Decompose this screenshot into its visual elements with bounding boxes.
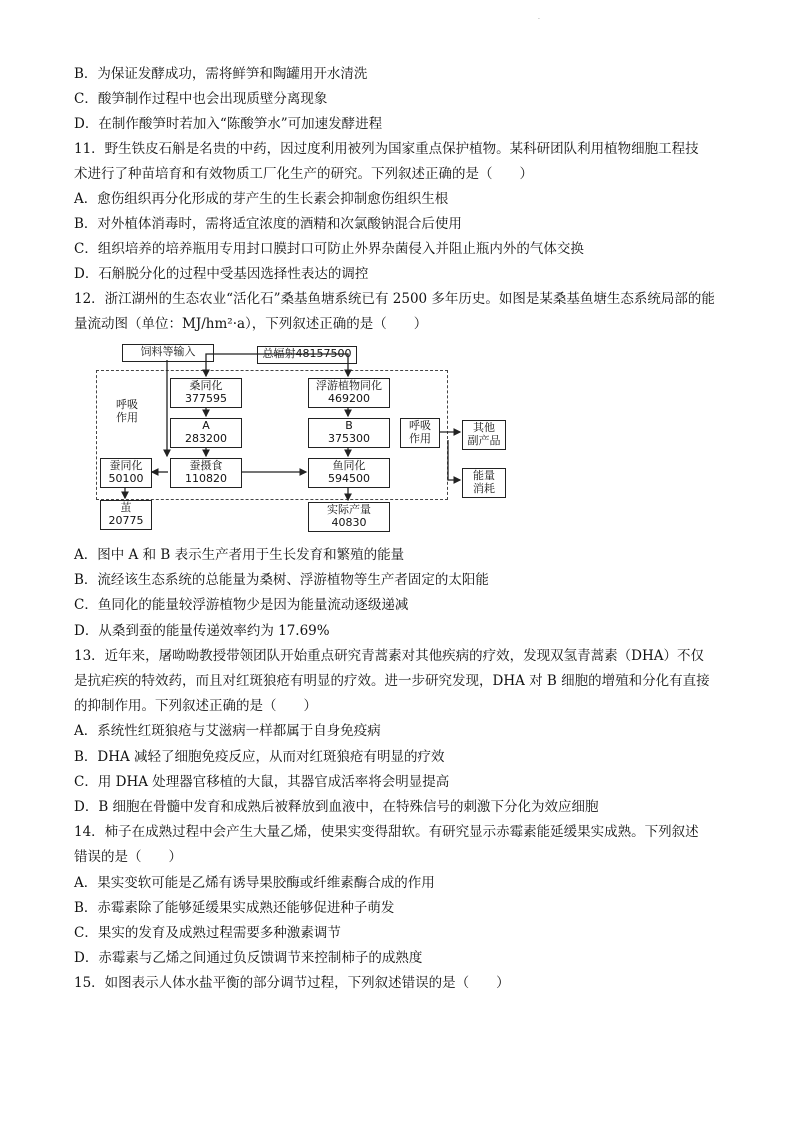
text-line: C．果实的发育及成熟过程需要多种激素调节: [74, 925, 341, 941]
text-line: C．用 DHA 处理器官移植的大鼠，其器官成活率将会明显提高: [74, 774, 450, 790]
b-value: 375300: [328, 432, 370, 445]
text-line: C．酸笋制作过程中也会出现质壁分离现象: [74, 91, 328, 107]
text-line: 术进行了种苗培育和有效物质工厂化生产的研究。下列叙述正确的是（ ）: [74, 166, 533, 182]
text-line: 13．近年来，屠呦呦教授带领团队开始重点研究青蒿素对其他疾病的疗效，发现双氢青蒿素（DHA）不仅: [74, 648, 705, 664]
text-line: A．系统性红斑狼疮与艾滋病一样都属于自身免疫病: [74, 723, 381, 739]
respiration-right-line1: 呼吸: [409, 419, 431, 432]
b-label: B: [345, 419, 353, 432]
respiration-right-line2: 作用: [409, 432, 431, 445]
silkworm-label: 蚕同化: [109, 459, 143, 472]
text-line: B．流经该生态系统的总能量为桑树、浮游植物等生产者固定的太阳能: [74, 572, 489, 588]
text-line: C．组织培养的培养瓶用专用封口膜封口可防止外界杂菌侵入并阻止瓶内外的气体交换: [74, 241, 584, 257]
text-line: B．DHA 减轻了细胞免疫反应，从而对红斑狼疮有明显的疗效: [74, 749, 445, 765]
plankton-value: 469200: [328, 392, 370, 405]
text-line: 量流动图（单位：MJ/hm²·a），下列叙述正确的是（ ）: [74, 316, 428, 332]
energy-flow-diagram: [92, 340, 512, 536]
actual-yield-label: 实际产量: [327, 503, 371, 516]
silkworm-intake-value: 110820: [185, 472, 227, 485]
text-line: 14．柿子在成熟过程中会产生大量乙烯，使果实变得甜软。有研究显示赤霉素能延缓果实成熟。下列叙述: [74, 824, 699, 840]
text-line: C．鱼同化的能量较浮游植物少是因为能量流动逐级递减: [74, 597, 409, 613]
text-line: B．赤霉素除了能够延缓果实成熟还能够促进种子萌发: [74, 900, 395, 916]
text-line: 错误的是（ ）: [74, 849, 182, 865]
text-line: D．石斛脱分化的过程中受基因选择性表达的调控: [74, 266, 369, 282]
text-line: D．赤霉素与乙烯之间通过负反馈调节来控制柿子的成熟度: [74, 950, 423, 966]
text-line: 12．浙江湖州的生态农业“活化石”桑基鱼塘系统已有 2500 多年历史。如图是某桑基鱼塘生态系统局部的能: [74, 291, 715, 307]
a-label: A: [202, 419, 210, 432]
text-line: D．B 细胞在骨髓中发育和成熟后被释放到血液中，在特殊信号的刺激下分化为效应细胞: [74, 799, 599, 815]
flow-arrows: [92, 340, 512, 536]
fish-value: 594500: [328, 472, 370, 485]
silkworm-value: 50100: [108, 472, 144, 485]
text-line: D．从桑到蚕的能量传递效率约为 17.69%: [74, 623, 330, 639]
text-line: A．愈伤组织再分化形成的芽产生的生长素会抑制愈伤组织生根: [74, 191, 449, 207]
text-line: D．在制作酸笋时若加入“陈酸笋水”可加速发酵进程: [74, 116, 383, 132]
feces-value: 20775: [108, 514, 144, 527]
mulberry-label: 桑同化: [189, 379, 223, 392]
respiration-left-line1: 呼吸: [116, 398, 138, 411]
mulberry-value: 377595: [185, 392, 227, 405]
energy-consumption-line2: 消耗: [473, 482, 495, 495]
a-value: 283200: [185, 432, 227, 445]
text-line: A．图中 A 和 B 表示生产者用于生长发育和繁殖的能量: [74, 547, 405, 563]
other-products-line1: 其他: [473, 421, 495, 434]
text-line: B．对外植体消毒时，需将适宜浓度的酒精和次氯酸钠混合后使用: [74, 216, 462, 232]
text-line: B．为保证发酵成功，需将鲜笋和陶罐用开水清洗: [74, 66, 368, 82]
respiration-left-line2: 作用: [116, 411, 138, 424]
actual-yield-value: 40830: [331, 516, 367, 529]
feces-label: 茧: [120, 501, 132, 514]
text-line: 的抑制作用。下列叙述正确的是（ ）: [74, 698, 317, 714]
silkworm-intake-label: 蚕摄食: [189, 459, 223, 472]
header-mark: .: [538, 14, 540, 21]
fish-label: 鱼同化: [332, 459, 366, 472]
energy-consumption-line1: 能量: [473, 469, 495, 482]
total-radiation-label: 总辐射48157500: [262, 347, 352, 360]
text-line: 11．野生铁皮石斛是名贵的中药，因过度利用被列为国家重点保护植物。某科研团队利用植物细胞工程技: [74, 141, 699, 157]
text-line: 是抗疟疾的特效药，而且对红斑狼疮有明显的疗效。进一步研究发现，DHA 对 B 细胞的增殖和分化有直接: [74, 673, 710, 689]
text-line: A．果实变软可能是乙烯有诱导果胶酶或纤维素酶合成的作用: [74, 875, 435, 891]
text-line: 15．如图表示人体水盐平衡的部分调节过程，下列叙述错误的是（ ）: [74, 975, 510, 991]
plankton-label: 浮游植物同化: [316, 379, 382, 392]
feed-input-label: 饲料等输入: [140, 345, 196, 358]
other-products-line2: 副产品: [467, 434, 501, 447]
